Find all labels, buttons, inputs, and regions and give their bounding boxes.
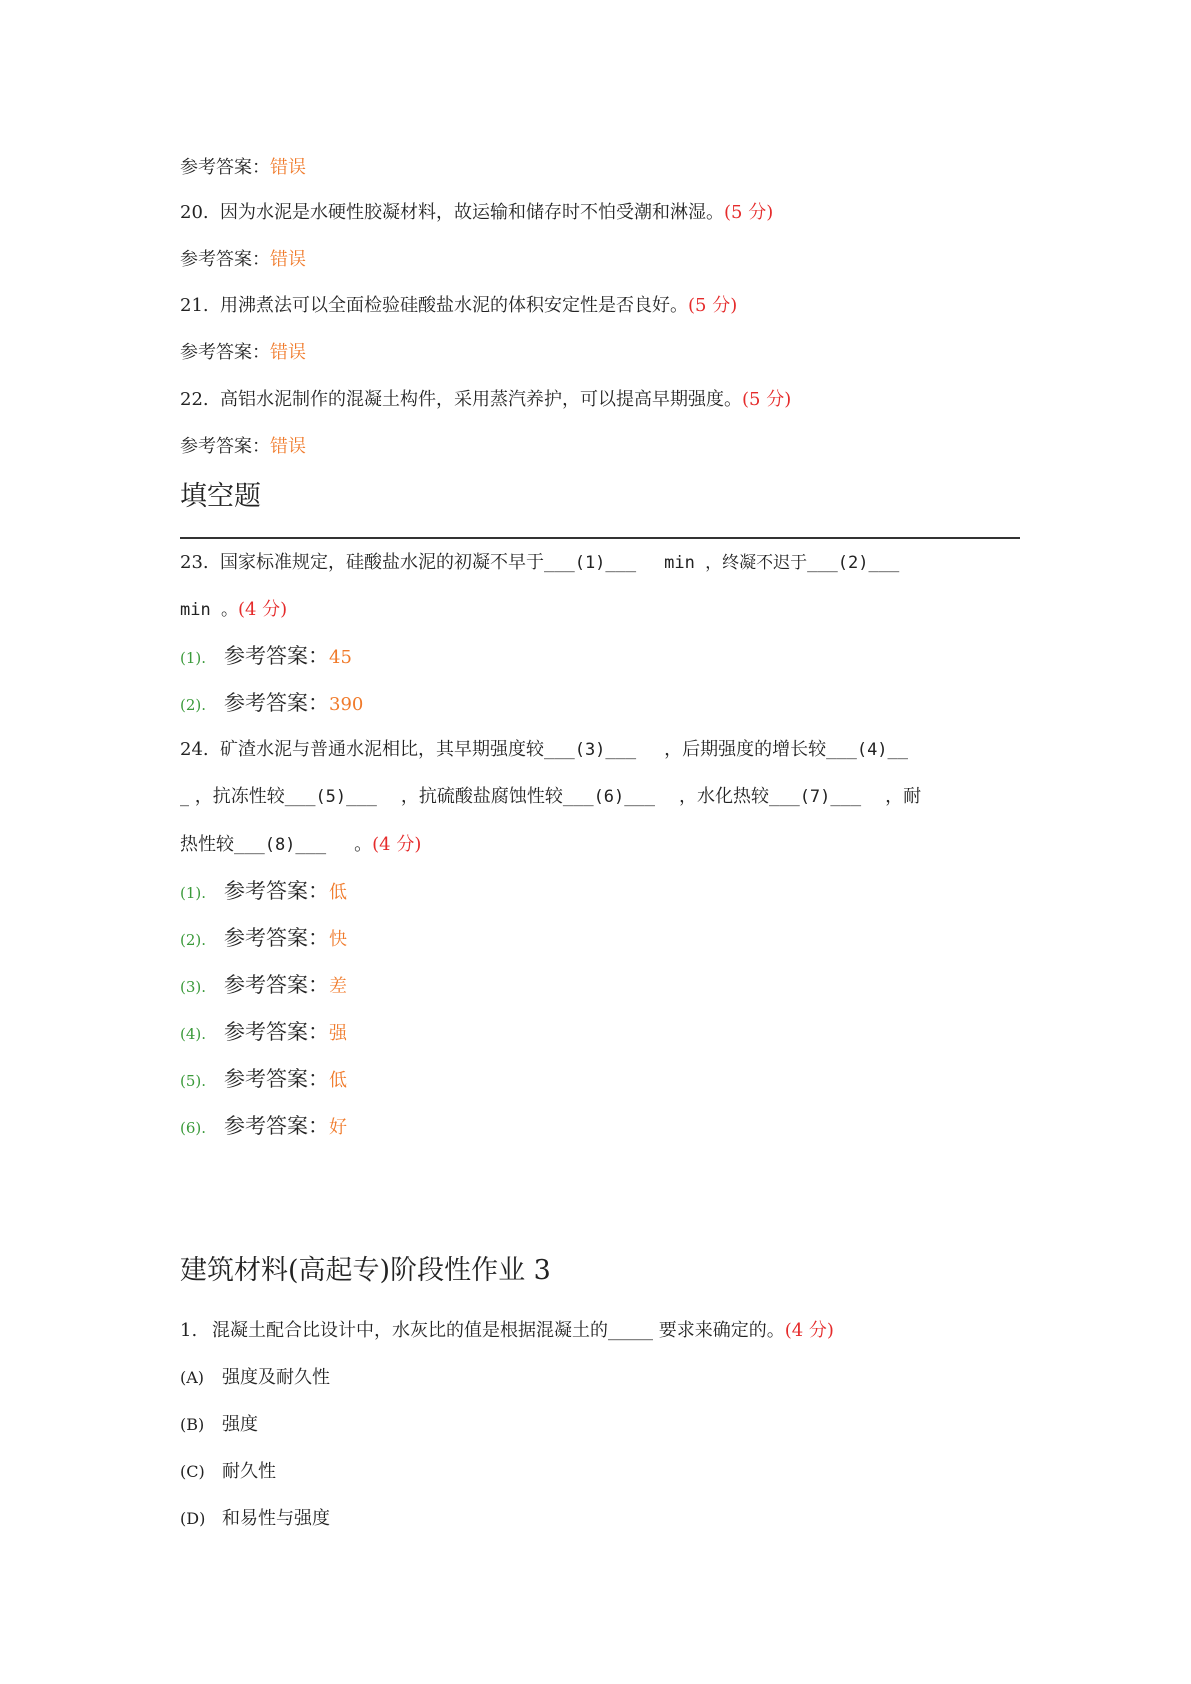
question-23-line-1 — [180, 550, 899, 576]
option-text: 耐久性 — [222, 1461, 276, 1482]
question-number: 24. — [180, 739, 209, 760]
answer-label: 参考答案： — [180, 342, 270, 363]
answer-value: 390 — [329, 694, 364, 715]
option-c — [180, 1459, 276, 1485]
sub-answer-index: (6). — [180, 1119, 207, 1137]
answer-value: 强 — [329, 1023, 347, 1044]
option-text: 和易性与强度 — [222, 1508, 330, 1529]
sub-answer-index: (1). — [180, 649, 207, 667]
question-24-line-1 — [180, 737, 908, 763]
sub-answer-index: (3). — [180, 978, 207, 996]
answer-value: 好 — [329, 1117, 347, 1138]
sub-answer-5 — [180, 1065, 347, 1095]
answer-value: 差 — [329, 976, 347, 997]
answer-value: 快 — [329, 929, 347, 950]
question-20 — [180, 200, 773, 226]
answer-line-19 — [180, 155, 306, 181]
answer-label: 参考答案： — [180, 157, 270, 178]
blank-6: ___(6)___ — [562, 787, 655, 807]
section-divider — [180, 537, 1020, 539]
question-24-line-2 — [180, 784, 921, 810]
answer-label: 参考答案： — [180, 249, 270, 270]
option-d — [180, 1506, 330, 1532]
option-letter: (A) — [180, 1368, 205, 1387]
blank-5: ___(5)___ — [284, 787, 377, 807]
answer-value: 错误 — [270, 436, 306, 457]
sub-answer-4 — [180, 1018, 347, 1048]
answer-label: 参考答案： — [224, 691, 329, 715]
question-points: (4 分) — [784, 1320, 834, 1341]
blank-8: ___(8)___ — [234, 835, 327, 855]
answer-value: 错误 — [270, 157, 306, 178]
question-text: ，耐 — [885, 786, 922, 807]
question-text: min 。 — [180, 600, 238, 620]
answer-line-22 — [180, 434, 306, 460]
sub-answer-2 — [180, 924, 347, 954]
answer-label: 参考答案： — [224, 1067, 329, 1091]
option-b — [180, 1412, 258, 1438]
question-text: min ，终凝不迟于 — [664, 553, 808, 573]
question-text: 高铝水泥制作的混凝土构件，采用蒸汽养护，可以提高早期强度。 — [220, 389, 742, 410]
sub-answer-index: (4). — [180, 1025, 207, 1043]
question-text: 。 — [354, 834, 373, 855]
sub-answer-index: (1). — [180, 884, 207, 902]
question-points: (4 分) — [372, 834, 422, 855]
question-text: _ ，抗冻性较 — [180, 786, 285, 807]
answer-label: 参考答案： — [224, 644, 329, 668]
option-text: 强度 — [222, 1414, 258, 1435]
sub-answer-index: (2). — [180, 931, 207, 949]
answer-value: 低 — [329, 1070, 347, 1091]
question-text: 矿渣水泥与普通水泥相比，其早期强度较 — [220, 739, 544, 760]
section-title-homework-3: 建筑材料(高起专)阶段性作业 3 — [180, 1255, 551, 1286]
question-text: ，抗硫酸盐腐蚀性较 — [400, 786, 563, 807]
sub-answer-2 — [180, 689, 363, 719]
question-24-line-3 — [180, 832, 421, 858]
answer-label: 参考答案： — [224, 973, 329, 997]
question-23-line-2 — [180, 597, 287, 623]
question-text: 因为水泥是水硬性胶凝材料，故运输和储存时不怕受潮和淋湿。 — [220, 202, 724, 223]
answer-label: 参考答案： — [224, 879, 329, 903]
sub-answer-3 — [180, 971, 347, 1001]
document-page — [180, 0, 1020, 1684]
question-text: ，后期强度的增长较 — [664, 739, 827, 760]
question-number: 21. — [180, 295, 209, 316]
option-text: 强度及耐久性 — [222, 1367, 330, 1388]
blank-7: ___(7)___ — [768, 787, 862, 807]
blank-4: ___(4)__ — [826, 740, 909, 760]
question-text: 国家标准规定，硅酸盐水泥的初凝不早于 — [220, 552, 544, 573]
sub-answer-1 — [180, 642, 352, 672]
question-1 — [180, 1318, 834, 1344]
answer-label: 参考答案： — [180, 436, 270, 457]
answer-label: 参考答案： — [224, 1114, 329, 1138]
section-title-fill-blank: 填空题 — [180, 481, 261, 512]
sub-answer-1 — [180, 877, 347, 907]
question-points: (5 分) — [688, 295, 738, 316]
blank-1: ___(1)___ — [544, 553, 637, 573]
question-number: 22. — [180, 389, 209, 410]
option-letter: (D) — [180, 1509, 206, 1528]
answer-value: 错误 — [270, 342, 306, 363]
sub-answer-index: (5). — [180, 1072, 207, 1090]
question-points: (4 分) — [237, 599, 288, 620]
answer-line-21 — [180, 340, 306, 366]
question-number: 20. — [180, 202, 209, 223]
option-letter: (B) — [180, 1415, 205, 1434]
sub-answer-6 — [180, 1112, 347, 1142]
question-21 — [180, 293, 737, 319]
answer-value: 错误 — [270, 249, 306, 270]
question-text: 用沸煮法可以全面检验硅酸盐水泥的体积安定性是否良好。 — [220, 295, 688, 316]
question-text: ，水化热较 — [678, 786, 769, 807]
answer-label: 参考答案： — [224, 926, 329, 950]
answer-line-20 — [180, 247, 306, 273]
question-number: 23. — [180, 552, 209, 573]
blank-2: ___(2)___ — [807, 553, 900, 573]
option-a — [180, 1365, 330, 1391]
question-text: 热性较 — [180, 834, 234, 855]
question-number: 1. — [180, 1320, 198, 1341]
blank-3: ___(3)___ — [544, 740, 637, 760]
option-letter: (C) — [180, 1462, 205, 1481]
answer-value: 45 — [329, 647, 352, 668]
question-text: 混凝土配合比设计中，水灰比的值是根据混凝土的_____ 要求来确定的。 — [212, 1320, 785, 1341]
question-points: (5 分) — [724, 202, 774, 223]
answer-value: 低 — [329, 882, 347, 903]
sub-answer-index: (2). — [180, 696, 207, 714]
question-points: (5 分) — [742, 389, 792, 410]
question-22 — [180, 387, 791, 413]
answer-label: 参考答案： — [224, 1020, 329, 1044]
